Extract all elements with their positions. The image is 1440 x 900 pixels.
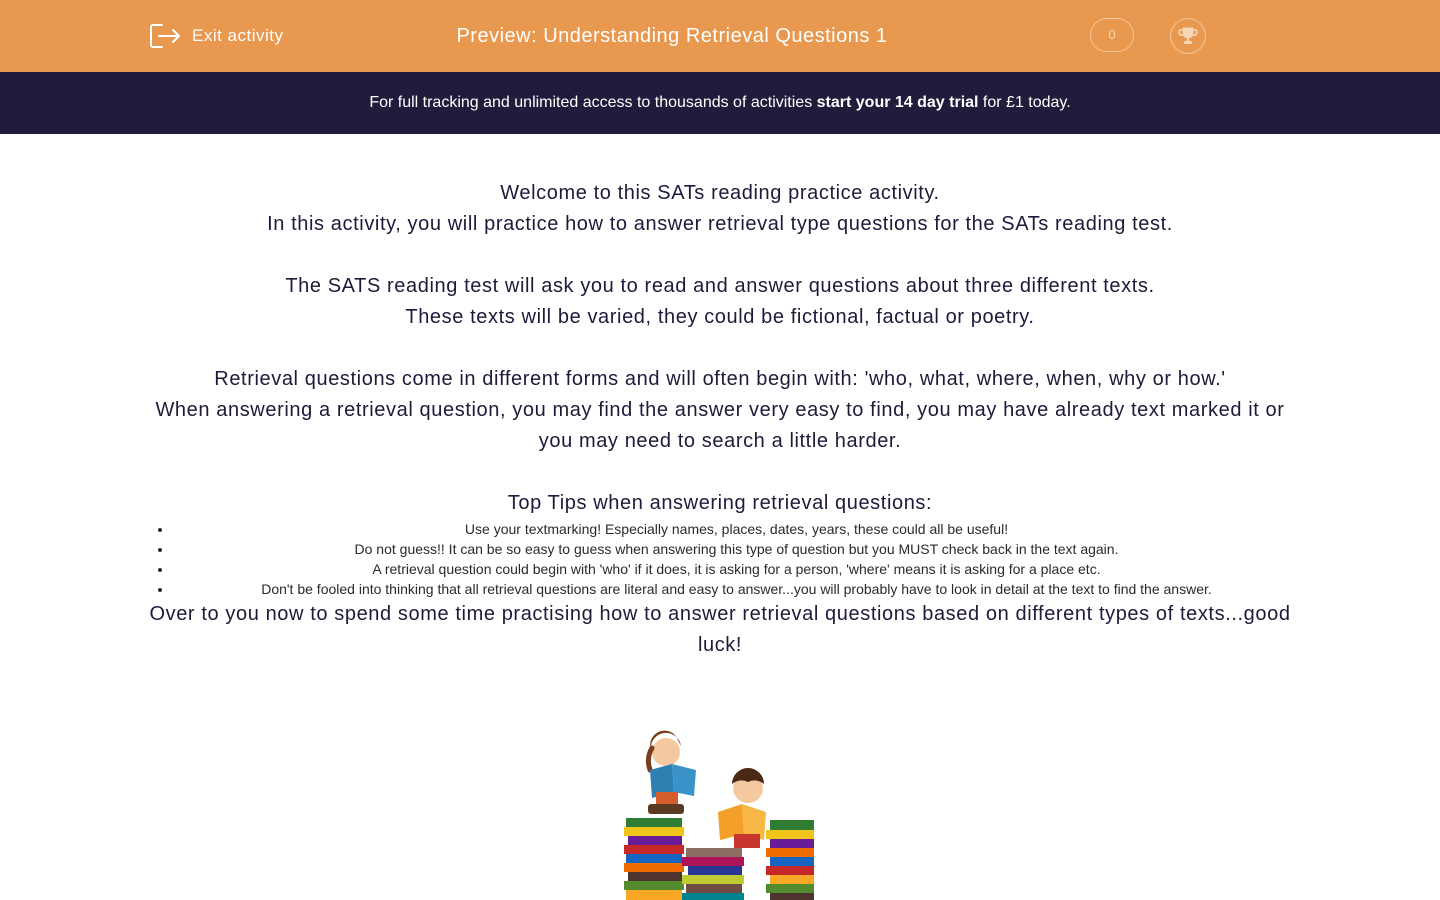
trial-banner <box>0 72 1440 134</box>
tips-heading: Top Tips when answering retrieval questions: <box>507 492 933 514</box>
intro-text-types: These texts will be varied, they could be fictional, factual or poetry. <box>405 306 1035 328</box>
exit-activity-label: Exit activity <box>192 26 284 45</box>
trial-link[interactable]: start your 14 day trial <box>816 94 979 111</box>
list-item: • Don't be fooled into thinking that all retrieval questions are literal and easy to answer...you will probably have to look in detail at the text to find the answer. <box>173 579 1300 599</box>
closing-message: Over to you now to spend some time practising how to answer retrieval questions based on different types of texts...good luck! <box>149 603 1291 656</box>
list-item: • A retrieval question could begin with 'who' if it does, it is asking for a person, 'where' means it is asking for a place etc. <box>173 559 1300 579</box>
list-item: • Use your textmarking! Especially names, places, dates, years, these could all be useful! <box>173 519 1300 539</box>
tips-list <box>140 519 1300 599</box>
intro-question-forms: Retrieval questions come in different forms and will often begin with: 'who, what, where, when, why or how.' <box>214 368 1226 390</box>
score-badge: 0 <box>1090 18 1134 52</box>
intro-description: In this activity, you will practice how to answer retrieval type questions for the SATs reading test. <box>267 213 1173 235</box>
top-bar <box>0 0 1440 72</box>
intro-texts: The SATS reading test will ask you to read and answer questions about three different texts. <box>285 275 1155 297</box>
trophy-button[interactable] <box>1170 18 1206 54</box>
activity-intro <box>140 178 1300 661</box>
banner-text-after: for £1 today. <box>978 94 1071 111</box>
intro-welcome: Welcome to this SATs reading practice activity. <box>500 182 940 204</box>
children-reading-illustration <box>620 730 820 900</box>
trophy-icon <box>1177 25 1199 47</box>
list-item: • Do not guess!! It can be so easy to guess when answering this type of question but you MUST check back in the text again. <box>173 539 1300 559</box>
banner-text-before: For full tracking and unlimited access to thousands of activities <box>369 94 817 111</box>
intro-answering: When answering a retrieval question, you may find the answer very easy to find, you may have already text marked it or you may need to search a little harder. <box>155 399 1285 452</box>
page-title: Preview: Understanding Retrieval Questions 1 <box>456 25 888 47</box>
